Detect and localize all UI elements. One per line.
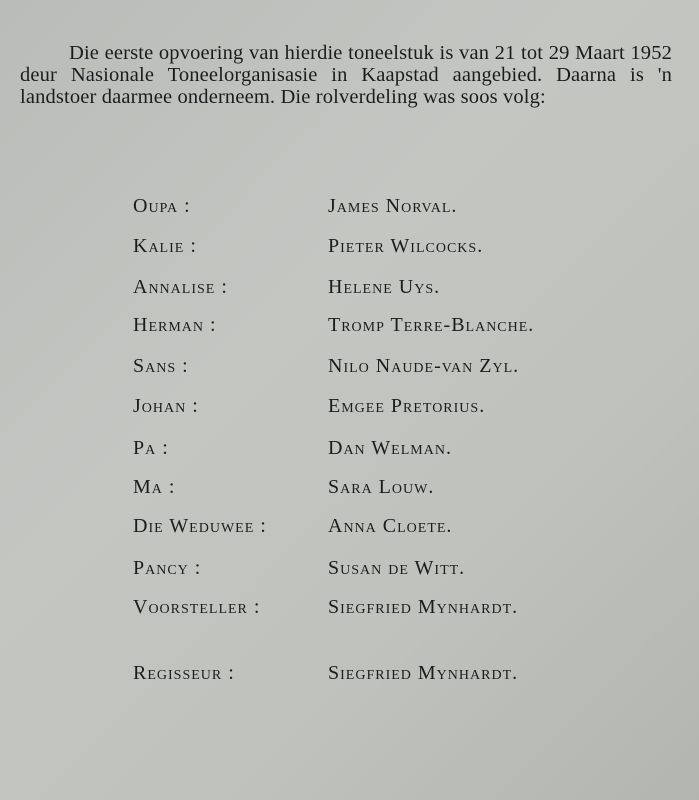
role-name: Die Weduwee : bbox=[133, 515, 267, 537]
actor-name: Susan de Witt. bbox=[328, 557, 466, 579]
role-name: Pancy : bbox=[133, 557, 202, 579]
cast-row bbox=[0, 437, 699, 465]
role-name: Herman : bbox=[133, 314, 217, 336]
cast-row bbox=[0, 515, 699, 543]
actor-name: Siegfried Mynhardt. bbox=[328, 596, 519, 618]
role-name: Annalise : bbox=[133, 276, 228, 298]
actor-name: Nilo Naude-van Zyl. bbox=[328, 355, 520, 377]
role-name: Voorsteller : bbox=[133, 596, 261, 618]
cast-row bbox=[0, 596, 699, 624]
role-name: Oupa : bbox=[133, 195, 191, 217]
actor-name: Pieter Wilcocks. bbox=[328, 235, 484, 257]
actor-name: Anna Cloete. bbox=[328, 515, 453, 537]
role-name: Kalie : bbox=[133, 235, 197, 257]
intro-paragraph: Die eerste opvoering van hierdie toneelstuk is van 21 tot 29 Maart 1952 deur Nasionale Toneelorganisasie in Kaapstad aangebied. Daarna is 'n landstoer daarmee onderneem. Die rolverdeling was soos volg: bbox=[20, 42, 672, 108]
cast-row bbox=[0, 235, 699, 263]
actor-name: James Norval. bbox=[328, 195, 458, 217]
cast-row bbox=[0, 557, 699, 585]
cast-row bbox=[0, 476, 699, 504]
director-role: Regisseur : bbox=[133, 662, 235, 684]
actor-name: Sara Louw. bbox=[328, 476, 435, 498]
actor-name: Tromp Terre-Blanche. bbox=[328, 314, 535, 336]
actor-name: Helene Uys. bbox=[328, 276, 441, 298]
director-name: Siegfried Mynhardt. bbox=[328, 662, 519, 684]
role-name: Johan : bbox=[133, 395, 199, 417]
cast-row bbox=[0, 195, 699, 223]
cast-row bbox=[0, 314, 699, 342]
actor-name: Emgee Pretorius. bbox=[328, 395, 486, 417]
cast-row bbox=[0, 395, 699, 423]
cast-row bbox=[0, 276, 699, 304]
role-name: Pa : bbox=[133, 437, 169, 459]
role-name: Sans : bbox=[133, 355, 189, 377]
cast-row bbox=[0, 355, 699, 383]
role-name: Ma : bbox=[133, 476, 176, 498]
director-row bbox=[0, 662, 699, 690]
actor-name: Dan Welman. bbox=[328, 437, 452, 459]
